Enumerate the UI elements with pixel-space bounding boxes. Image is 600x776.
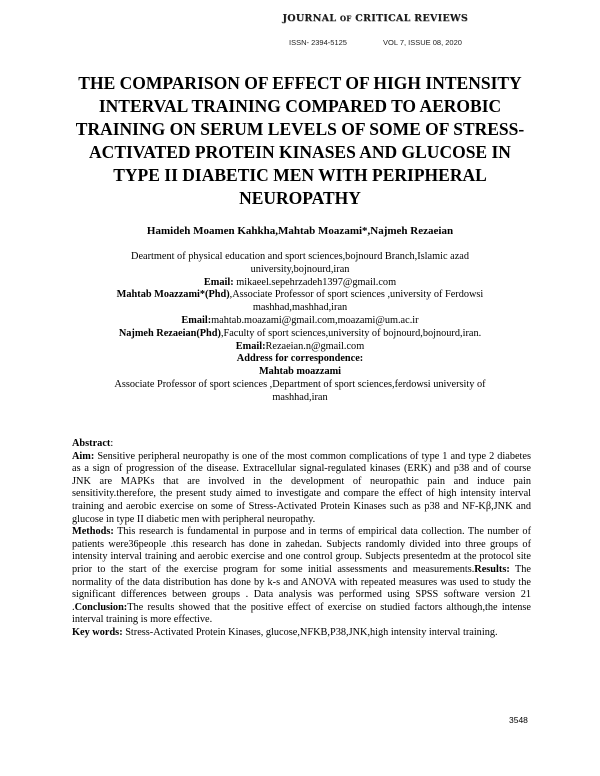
email-value: Rezaeian.n@gmail.com <box>265 340 365 352</box>
email-value: mahtab.moazami@gmail.com,moazami@um.ac.ir <box>211 314 419 326</box>
correspondence-affiliation: Associate Professor of sport sciences ,Department of sport sciences,ferdowsi university of mashhad,iran <box>114 378 486 403</box>
correspondence-label: Address for correspondence: <box>236 353 364 365</box>
abstract-colon: : <box>110 438 114 449</box>
email-label: Email: <box>203 276 234 288</box>
keywords-text: Stress-Activated Protein Kinases, glucose,NFKB,P38,JNK,high intensity interval training. <box>122 626 498 638</box>
abstract-heading <box>72 438 531 451</box>
journal-name-part2: CRITICAL REVIEWS <box>355 13 468 24</box>
author-list: Hamideh Moamen Kahkha,Mahtab Moazami*,Najmeh Rezaeian <box>146 225 454 237</box>
email-label: Email: <box>181 314 212 326</box>
conclusion-label: Conclusion: <box>74 601 128 613</box>
volume-issue: VOL 7, ISSUE 08, 2020 <box>383 38 462 47</box>
methods-text: This research is fundamental in purpose and in terms of empirical data collection. The number of patients were36people .this research has done in zahedan. Subjects randomly divided into three groups of intensity interval training and aerobic exercise and one control group. Subjects presentedm at the protocol site prior to the start of the exercise program for some initial assessments and measurements. <box>72 526 531 575</box>
methods-label: Methods: <box>72 526 114 538</box>
email-line-2 <box>75 315 525 328</box>
correspondence-name: Mahtab moazzami <box>258 366 342 378</box>
journal-name <box>282 13 468 24</box>
aim-label: Aim: <box>72 450 95 462</box>
aim-text: Sensitive peripheral neuropathy is one of the most common complications of type 1 and type 2 diabetes as a sign of progression of the disease. Extracellular signal-regulated kinases (ERK) and p38 and of course JNK are MAPKs that are involved in the development of neuropathic pain and induce pain sensitivity.therefore, the present study aimed to investigate and compare the effect of high intensity interval training and aerobic exercise on some of Stress-Activated Protein Kinases such as p38 and NF-Kβ,JNK and glucose in type II diabetic men with peripheral neuropathy. <box>72 450 531 525</box>
author-2-name: Mahtab Moazzami*(Phd) <box>116 289 230 301</box>
author-3-name: Najmeh Rezaeian(Phd) <box>118 327 221 339</box>
affiliations <box>75 251 525 405</box>
email-line-1 <box>75 277 525 290</box>
keywords-label: Key words: <box>72 626 123 638</box>
affiliation-department: Deartment of physical education and sport sciences,bojnourd Branch,Islamic azad university,bojnourd,iran <box>131 251 469 275</box>
journal-name-of: OF <box>339 14 352 23</box>
page-number: 3548 <box>509 715 528 725</box>
email-value: mikaeel.sepehrzadeh1397@gmail.com <box>233 276 397 288</box>
author-2-affiliation <box>75 289 525 315</box>
results-label: Results: <box>474 563 510 575</box>
abstract <box>72 438 531 640</box>
journal-name-part1: JOURNAL <box>282 13 337 24</box>
abstract-keywords <box>72 627 531 640</box>
results-text: The normality of the data distribution has done by k-s and ANOVA with repeated measures was used to study the significant differences between groups . Data analysis was performed using SPSS software version 21 . <box>72 563 531 613</box>
abstract-methods <box>72 526 531 627</box>
conclusion-text: The results showed that the positive effect of exercise on studied factors although,the intense interval training is more effective. <box>72 601 531 626</box>
author-2-affil-text: ,Associate Professor of sport sciences ,university of Ferdowsi mashhad,mashhad,iran <box>229 289 484 314</box>
abstract-aim <box>72 451 531 527</box>
email-label: Email: <box>235 340 266 352</box>
issn: ISSN- 2394-5125 <box>289 38 347 47</box>
author-3-affil-text: ,Faculty of sport sciences,university of bojnourd,bojnourd,iran. <box>220 327 482 339</box>
email-line-3 <box>75 341 525 354</box>
abstract-label: Abstract <box>72 438 111 449</box>
author-3-affiliation <box>75 328 525 341</box>
paper-title: THE COMPARISON OF EFFECT OF HIGH INTENSITY INTERVAL TRAINING COMPARED TO AEROBIC TRAINING ON SERUM LEVELS OF SOME OF STRESS- ACTIVATED PROTEIN KINASES AND GLUCOSE IN TYPE II DIABETIC MEN WITH PERIPHERAL NEUROPATHY <box>75 73 525 208</box>
